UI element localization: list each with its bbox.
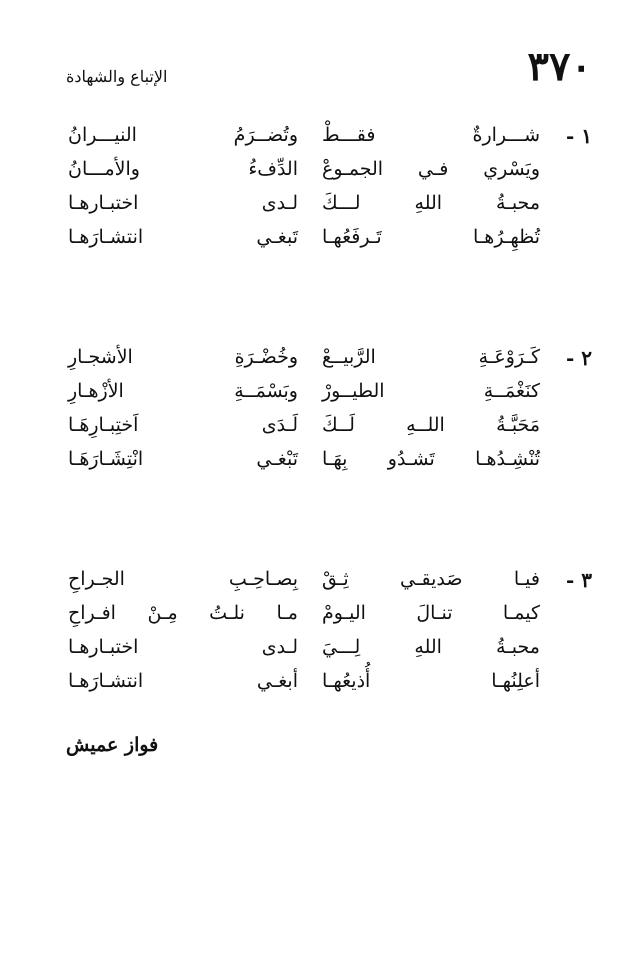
- stanza-number: ٣ -: [565, 568, 592, 592]
- first-hemistich: تُظهِـرُهـا تَـرفَعُهـا: [322, 226, 540, 248]
- hymn-number: ٣٧٠: [527, 43, 592, 90]
- verse-line: [60, 596, 540, 630]
- first-hemistich: ويَسْري فـي الجمـوعْ: [322, 158, 540, 180]
- second-hemistich: أبغـي انتشـارَهـا: [68, 670, 298, 692]
- second-hemistich: لـدى اختبـارهـا: [68, 636, 298, 658]
- verse-line: [60, 186, 540, 220]
- stanza-2: [60, 340, 592, 478]
- first-hemistich: محبـةُ اللهِ لِـــيَ: [322, 636, 540, 658]
- verse-line: [60, 442, 540, 476]
- verse-line: [60, 408, 540, 442]
- stanza-3: [60, 562, 592, 700]
- verse-line: [60, 374, 540, 408]
- stanza-number: ١ -: [565, 124, 592, 148]
- second-hemistich: لـدى اختبـارهـا: [68, 192, 298, 214]
- verse-line: [60, 220, 540, 254]
- second-hemistich: وتُضــرَمُ النيـــرانُ: [68, 124, 298, 146]
- stanzas: [60, 118, 592, 700]
- verse-line: [60, 664, 540, 698]
- second-hemistich: الدِّفءُ والأمـــانُ: [68, 158, 298, 180]
- page-header: [60, 42, 592, 92]
- second-hemistich: بِصـاحِـبِ الجـراحِ: [68, 568, 298, 590]
- first-hemistich: محبـةُ اللهِ لـــكَ: [322, 192, 540, 214]
- second-hemistich: مـا نلـتُ مِـنْ افـراحِ: [68, 602, 298, 624]
- second-hemistich: تَبغـي انتشـارَهـا: [68, 226, 298, 248]
- first-hemistich: فيـا صَديقـي ثِـقْ: [322, 568, 540, 590]
- stanza-1: [60, 118, 592, 256]
- second-hemistich: لَـدَى اَختِبـارِهَـا: [68, 414, 298, 436]
- first-hemistich: شـــرارةٌ فقـــطْ: [322, 124, 540, 146]
- second-hemistich: تَبْغـي انْتِشَـارَهَـا: [68, 448, 298, 470]
- stanza-number: ٢ -: [565, 346, 592, 370]
- second-hemistich: وخُضْـرَةِ الأشجـارِ: [68, 346, 298, 368]
- verse-line: [60, 562, 540, 596]
- verse-line: [60, 118, 540, 152]
- first-hemistich: تُنْشِـدُهـا تَشـدُو بِهَـا: [322, 448, 540, 470]
- first-hemistich: كنَغْمَــةِ الطيــورْ: [322, 380, 540, 402]
- first-hemistich: كيمـا تنـالَ اليـومْ: [322, 602, 540, 624]
- section-title: الإتباع والشهادة: [66, 67, 168, 86]
- verse-line: [60, 340, 540, 374]
- author-name: فواز عميش: [66, 734, 159, 756]
- verse-line: [60, 630, 540, 664]
- first-hemistich: مَحَبَّـةُ اللــهِ لَــكَ: [322, 414, 540, 436]
- first-hemistich: أعلِنُهـا أُذيعُهـا: [322, 670, 540, 692]
- first-hemistich: كَـرَوْعَـةِ الرَّبيــعْ: [322, 346, 540, 368]
- second-hemistich: وبَسْمَــةِ الأزْهـارِ: [68, 380, 298, 402]
- verse-line: [60, 152, 540, 186]
